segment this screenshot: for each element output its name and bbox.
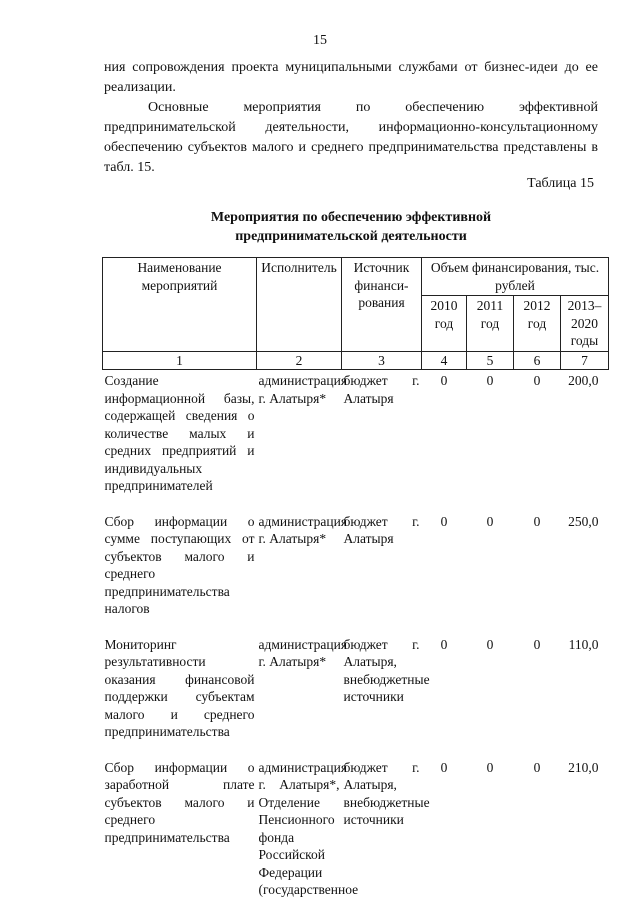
measure-executor: администрация г. Алатыря* [258,373,348,406]
measure-source: бюджет г. Алатыря [343,513,420,546]
table-label: Таблица 15 [527,176,594,191]
table-row [103,757,609,915]
measure-executor: администрация г. Алатыря*, Отделение Пенсионного фонда Российской Федерации (государственное [258,759,359,897]
column-number: 3 [342,351,422,370]
value-2011: 0 [486,759,494,775]
column-number: 4 [422,351,467,370]
value-2010: 0 [440,636,448,652]
column-number: 2 [257,351,342,370]
header-name: Наименование мероприятий [103,258,257,352]
column-number-row [103,351,609,370]
value-2013-2020: 200,0 [568,373,599,388]
value-2012: 0 [533,636,541,652]
table-row [103,634,609,757]
measure-name: Мониторинг результативности оказания финансовой поддержки субъектам малого и среднего предпринимательства [104,636,255,739]
measure-name: Сбор информации о сумме поступающих от субъектов малого и среднего предпринимательства налогов [104,513,255,616]
header-executor: Исполнитель [257,258,342,352]
table-row [103,370,609,511]
column-number: 1 [103,351,257,370]
header-volume: Объем финансирования, тыс. рублей [422,258,609,296]
value-2011: 0 [486,373,494,388]
column-number: 5 [467,351,514,370]
header-source: Источник финанси-рования [342,258,422,352]
value-2013-2020: 250,0 [568,513,599,529]
measure-source: бюджет г. Алатыря, внебюджетные источники [343,636,430,704]
measure-source: бюджет г. Алатыря, внебюджетные источники [343,759,430,827]
header-2010: 2010 год [422,296,467,352]
table-row [103,511,609,634]
table-title-line-1: Мероприятия по обеспечению эффективной [210,210,492,225]
intro-text [104,58,598,178]
value-2013-2020: 110,0 [568,636,599,652]
page-number: 15 [313,33,327,48]
measures-table [102,257,609,915]
header-2012: 2012 год [514,296,561,352]
value-2010: 0 [440,373,448,388]
value-2012: 0 [533,513,541,529]
measure-name: Создание информационной базы, содержащей сведения о количестве малых и средних предприятий и индивидуальных предпринимателей [104,373,255,493]
header-2011: 2011 год [467,296,514,352]
intro-paragraph-2: Основные мероприятия по обеспечению эффективной предпринимательской деятельности, информационно-консультационному обеспечению субъектов малого и среднего предпринимательства представлены в табл. 15. [104,100,598,175]
value-2011: 0 [486,513,494,529]
intro-paragraph-1: ния сопровождения проекта муниципальными службами от бизнес-идеи до ее реализации. [104,60,598,95]
column-number: 6 [514,351,561,370]
measure-name: Сбор информации о заработной плате субъектов малого и среднего предпринимательства [104,759,255,845]
header-2013-2020: 2013–2020 годы [561,296,609,352]
value-2010: 0 [440,759,448,775]
value-2010: 0 [440,513,448,529]
measure-executor: администрация г. Алатыря* [258,513,348,546]
value-2012: 0 [533,759,541,775]
value-2011: 0 [486,636,494,652]
measure-executor: администрация г. Алатыря* [258,636,348,669]
table-title-line-2: предпринимательской деятельности [235,229,467,244]
table-title [104,208,598,246]
value-2013-2020: 210,0 [568,759,599,775]
column-number: 7 [561,351,609,370]
measure-source: бюджет г. Алатыря [343,373,420,406]
value-2012: 0 [533,373,541,388]
